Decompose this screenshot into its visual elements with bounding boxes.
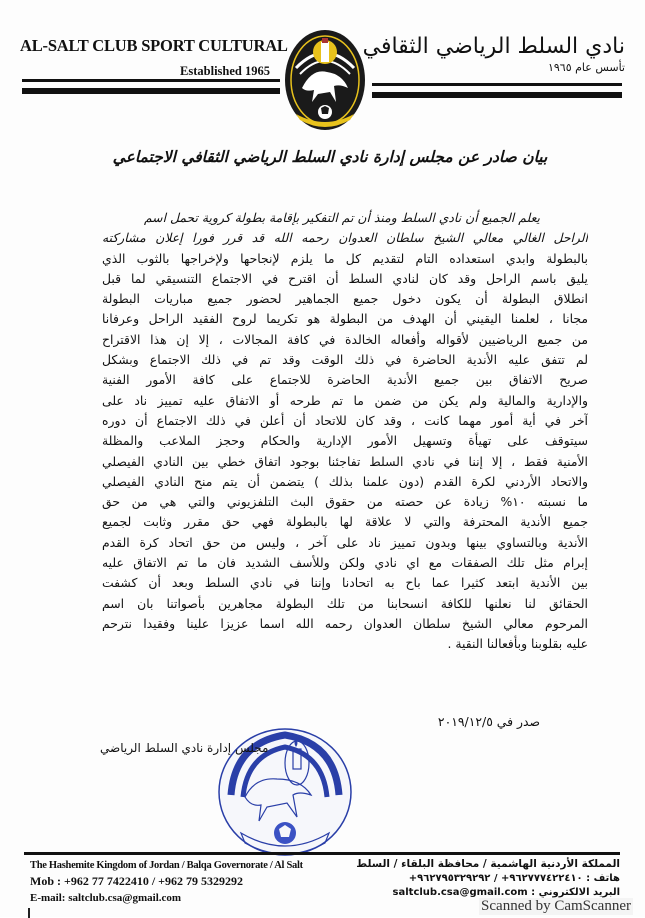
header-rule-right-thin xyxy=(372,83,622,86)
address-arabic: المملكة الأردنية الهاشمية / محافظة البلقاء / السلط xyxy=(356,858,620,870)
body-line: الأمنية فقط ، إلا إننا في نادي السلط تفاجئنا بوجود اتفاق خطي بين النادي الفيصلي xyxy=(102,453,588,469)
body-line: الحقائق لنا نعلنها للكافة انسحابنا من تلك البطولة مجاهرين بأصواتنا بان اسم xyxy=(102,595,588,611)
address-english: The Hashemite Kingdom of Jordan / Balqa Governorate / Al Salt xyxy=(30,860,303,871)
body-line: إبرام مثل تلك الصفقات مع اي نادي ولكن وللأسف الشديد فان ما تم الاتفاق عليه xyxy=(102,555,588,571)
body-line: والإدارية والمالية ولم يكن من ضمن ما تم طرحه أو الاتفاق عليه تمييز ناد على xyxy=(102,392,588,408)
letterhead-english xyxy=(20,36,288,79)
body-line: يعلم الجميع أن نادي السلط ومنذ أن تم التفكير بإقامة بطولة كروية تحمل اسم xyxy=(143,210,540,225)
header-rule-right-thick xyxy=(372,92,622,98)
signature-line: مجلس إدارة نادي السلط الرياضي xyxy=(100,741,269,755)
footer-english xyxy=(30,860,360,904)
body-line: مجانا ، لعلمنا اليقيني أن الهدف من البطولة هو تكريما لروح الفقيد الراحل وعرفانا xyxy=(102,311,588,327)
established-arabic: تأسس عام ١٩٦٥ xyxy=(547,61,625,74)
mobile-english: Mob : +962 77 7422410 / +962 79 5329292 xyxy=(30,874,244,888)
body-line: بالبطولة وابدي استعداده التام لتقديم كل ما يلزم لإنجاحها ولإخراجها بالثوب الذي xyxy=(102,250,588,266)
body-line: والاتحاد الأردني لكرة القدم (دون علمنا بذلك ) يتضمن أن يتم منح النادي الفيصلي xyxy=(102,473,588,489)
body-line: بين الأندية ابتعد كثيرا عما باح به اتحادنا وإننا في نادي السلط وبعد أن كشفت xyxy=(102,575,588,591)
body-line: الراحل الغالي معالي الشيخ سلطان العدوان رحمه الله قد قرر فورا إعلان مشاركته xyxy=(102,230,588,246)
phone-arabic: هاتف : ٩٦٢٧٧٧٤٢٢٤١٠+ / ٩٦٢٧٩٥٣٢٩٢٩٢+ xyxy=(408,873,620,884)
body-line: يليق باسم الراحل وقد كان لنادي السلط أن اقترح في الاجتماع التنسيقي لما قبل xyxy=(102,270,588,286)
statement-title: بيان صادر عن مجلس إدارة نادي السلط الرياضي الثقافي الاجتماعي xyxy=(112,148,548,166)
body-line: آخر في أية أمور مهما كانت ، وقد كان للاتحاد أن أعلن في ذلك الاجتماع أن دوره xyxy=(102,412,588,428)
body-line: جميع الأندية المحترفة والتي لا علاقة لها بالبطولة فهي حق مقرر وثابت لجميع xyxy=(102,514,588,530)
club-name-arabic: نادي السلط الرياضي الثقافي xyxy=(362,34,625,59)
footer-rule xyxy=(24,852,620,855)
statement-body xyxy=(102,208,588,655)
body-line: صريح الاتفاق بين جميع الأندية الحاضرة للاجتماع على كافة الأمور الفنية xyxy=(102,372,588,388)
header-rule-left-thin xyxy=(22,79,280,82)
body-line: من جميع الرياضيين لأقواله وأفعاله الخالدة في كافة المجالات ، إلا إن هذا الاقتراح xyxy=(102,331,588,347)
body-line: سيتوقف على تهيأة وتسهيل الأمور الإدارية والحكام وحجز الملاعب والمظلة xyxy=(102,433,588,449)
body-line: لم تتفق عليه الأندية الحاضرة في ذلك الوقت وقد تم في ذلك الاجتماع وبشكل xyxy=(102,352,588,368)
body-line: عليه بقلوبنا وبأفعالنا النقية . xyxy=(447,636,588,652)
body-line: الأندية وبالتساوي بينها وبدون تمييز ناد على آخر ، وليس من حق اتحاد كرة القدم xyxy=(102,534,588,550)
body-line: ما نسبته ١٠% زيادة عن حصته من حقوق البث التلفزيوني والتي هي من حق xyxy=(102,494,588,510)
camscanner-watermark: Scanned by CamScanner xyxy=(481,898,631,914)
letterhead-arabic xyxy=(362,34,625,74)
club-logo-icon xyxy=(282,28,368,132)
club-name-english: AL-SALT CLUB SPORT CULTURAL xyxy=(20,36,288,55)
issued-date: صدر في ٢٠١٩/١٢/٥ xyxy=(437,714,540,729)
body-line: المرحوم معالي الشيخ سلطان العدوان رحمه الله اسما عزيزا علينا وفقيدا نترحم xyxy=(102,615,588,631)
footer-arabic xyxy=(356,858,620,898)
header-rule-left-thick xyxy=(22,88,280,94)
established-english: Established 1965 xyxy=(180,64,270,78)
email-arabic: البريد الالكتروني : saltclub.csa@gmail.com xyxy=(392,887,620,898)
body-line: انطلاق البطولة أن يكون دخول جميع الجماهير لحضور جميع مباريات البطولة xyxy=(102,291,588,307)
email-english: E-mail: saltclub.csa@gmail.com xyxy=(30,892,182,904)
